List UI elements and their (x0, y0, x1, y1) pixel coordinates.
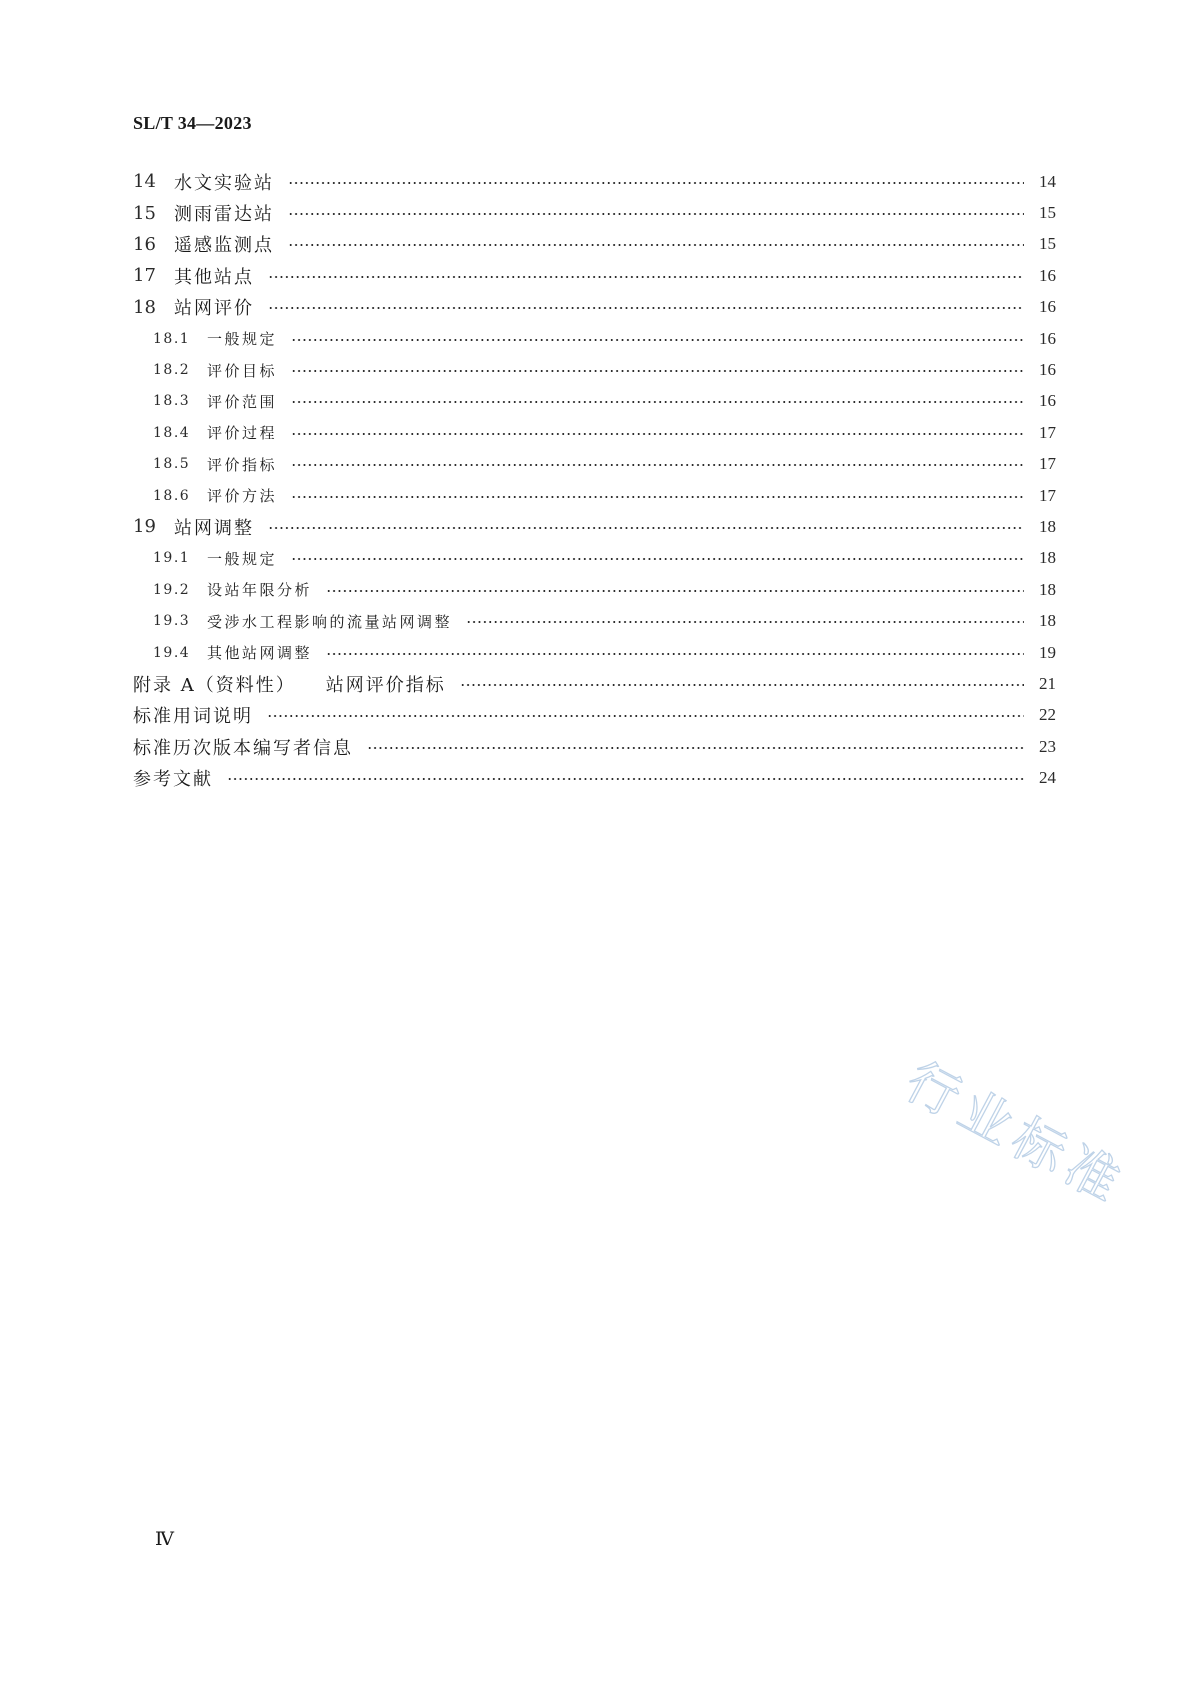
toc-entry-number: 17 (133, 265, 156, 287)
toc-entry-title: 测雨雷达站 (174, 204, 274, 226)
toc-entry-number: 18.4 (153, 424, 191, 441)
toc-entry-number: 19.2 (153, 581, 191, 598)
toc-subentry[interactable] (133, 605, 1056, 636)
toc-entry-page: 18 (1039, 611, 1056, 631)
toc-entry-number: 19 (133, 516, 156, 538)
toc-entry-title: 评价指标 (207, 455, 278, 474)
toc-entry-page: 16 (1039, 265, 1056, 285)
toc-backmatter-entry[interactable] (133, 731, 1056, 762)
toc-entry-title: 受涉水工程影响的流量站网调整 (207, 612, 453, 631)
toc-entry-page: 17 (1039, 454, 1056, 474)
toc-entry[interactable] (133, 229, 1056, 260)
toc-entry-title: 其他站网调整 (207, 644, 313, 663)
toc-entry-page: 23 (1039, 736, 1056, 756)
dot-leader (466, 621, 1024, 623)
toc-entry-title: 一般规定 (207, 330, 278, 349)
dot-leader (291, 496, 1024, 498)
dot-leader (267, 715, 1024, 717)
watermark: 行业标准 (895, 1051, 1136, 1218)
toc-entry-title: 标准历次版本编写者信息 (133, 737, 353, 759)
toc-entry-number: 15 (133, 202, 156, 224)
toc-entry-title: 评价范围 (207, 392, 278, 411)
dot-leader (367, 747, 1024, 749)
toc-subentry[interactable] (133, 574, 1056, 605)
toc-backmatter-entry[interactable] (133, 700, 1056, 731)
toc-entry-title: 参考文献 (133, 769, 213, 791)
toc-entry-number: 18.1 (153, 330, 191, 347)
toc-entry-title: 站网调整 (174, 517, 254, 539)
toc-entry-title: 标准用词说明 (133, 706, 253, 728)
toc-subentry[interactable] (133, 417, 1056, 448)
dot-leader (291, 464, 1024, 466)
toc-entry[interactable] (133, 292, 1056, 323)
toc-subentry[interactable] (133, 354, 1056, 385)
toc-entry-number: 18.5 (153, 456, 191, 473)
toc-entry-number: 18.2 (153, 362, 191, 379)
dot-leader (291, 370, 1024, 372)
toc-subentry[interactable] (133, 637, 1056, 668)
toc-subentry[interactable] (133, 386, 1056, 417)
toc-entry-number: 19.4 (153, 644, 191, 661)
toc-entry-title: 遥感监测点 (174, 235, 274, 257)
dot-leader (227, 778, 1024, 780)
dot-leader (268, 527, 1024, 529)
dot-leader (291, 339, 1024, 341)
dot-leader (291, 433, 1024, 435)
toc-entry-page: 18 (1039, 516, 1056, 536)
toc-subentry[interactable] (133, 323, 1056, 354)
toc-entry-page: 15 (1039, 203, 1056, 223)
toc-entry-page: 17 (1039, 422, 1056, 442)
toc-entry-title: 站网评价 (174, 298, 254, 320)
dot-leader (326, 653, 1024, 655)
toc-entry-page: 16 (1039, 360, 1056, 380)
dot-leader (288, 244, 1024, 246)
toc-entry-page: 21 (1039, 673, 1056, 693)
table-of-contents (133, 166, 1056, 794)
toc-entry-page: 19 (1039, 642, 1056, 662)
toc-entry-page: 15 (1039, 234, 1056, 254)
toc-backmatter-entry[interactable] (133, 762, 1056, 793)
toc-entry-title: 评价过程 (207, 424, 278, 443)
toc-entry-title: 一般规定 (207, 549, 278, 568)
toc-subentry[interactable] (133, 480, 1056, 511)
standard-code: SL/T 34—2023 (133, 113, 252, 133)
toc-entry-page: 22 (1039, 705, 1056, 725)
toc-subentry[interactable] (133, 449, 1056, 480)
toc-entry[interactable] (133, 260, 1056, 291)
toc-entry-page: 18 (1039, 548, 1056, 568)
dot-leader (291, 401, 1024, 403)
toc-entry-number: 14 (133, 171, 156, 193)
toc-entry-title: 评价方法 (207, 487, 278, 506)
toc-entry[interactable] (133, 511, 1056, 542)
toc-subentry[interactable] (133, 543, 1056, 574)
dot-leader (291, 558, 1024, 560)
toc-entry[interactable] (133, 166, 1056, 197)
toc-entry-number: 19.3 (153, 613, 191, 630)
toc-appendix-label: 附录 A（资料性） (133, 674, 296, 696)
toc-entry-page: 16 (1039, 297, 1056, 317)
toc-entry-title: 设站年限分析 (207, 581, 313, 600)
toc-entry-title: 评价目标 (207, 361, 278, 380)
toc-appendix-entry[interactable] (133, 668, 1056, 699)
toc-entry[interactable] (133, 197, 1056, 228)
page-folio: Ⅳ (155, 1529, 174, 1550)
dot-leader (288, 213, 1024, 215)
toc-entry-page: 24 (1039, 768, 1056, 788)
dot-leader (268, 276, 1024, 278)
toc-entry-number: 18.3 (153, 393, 191, 410)
toc-entry-number: 18 (133, 296, 156, 318)
toc-entry-number: 18.6 (153, 487, 191, 504)
dot-leader (326, 590, 1024, 592)
toc-entry-number: 16 (133, 233, 156, 255)
toc-entry-page: 14 (1039, 171, 1056, 191)
dot-leader (460, 684, 1024, 686)
toc-entry-page: 17 (1039, 485, 1056, 505)
toc-entry-title: 其他站点 (174, 266, 254, 288)
toc-entry-title: 站网评价指标 (325, 674, 446, 696)
toc-entry-title: 水文实验站 (174, 172, 274, 194)
toc-entry-page: 16 (1039, 391, 1056, 411)
dot-leader (268, 307, 1024, 309)
toc-entry-number: 19.1 (153, 550, 191, 567)
toc-entry-page: 18 (1039, 579, 1056, 599)
dot-leader (288, 182, 1024, 184)
toc-entry-page: 16 (1039, 328, 1056, 348)
